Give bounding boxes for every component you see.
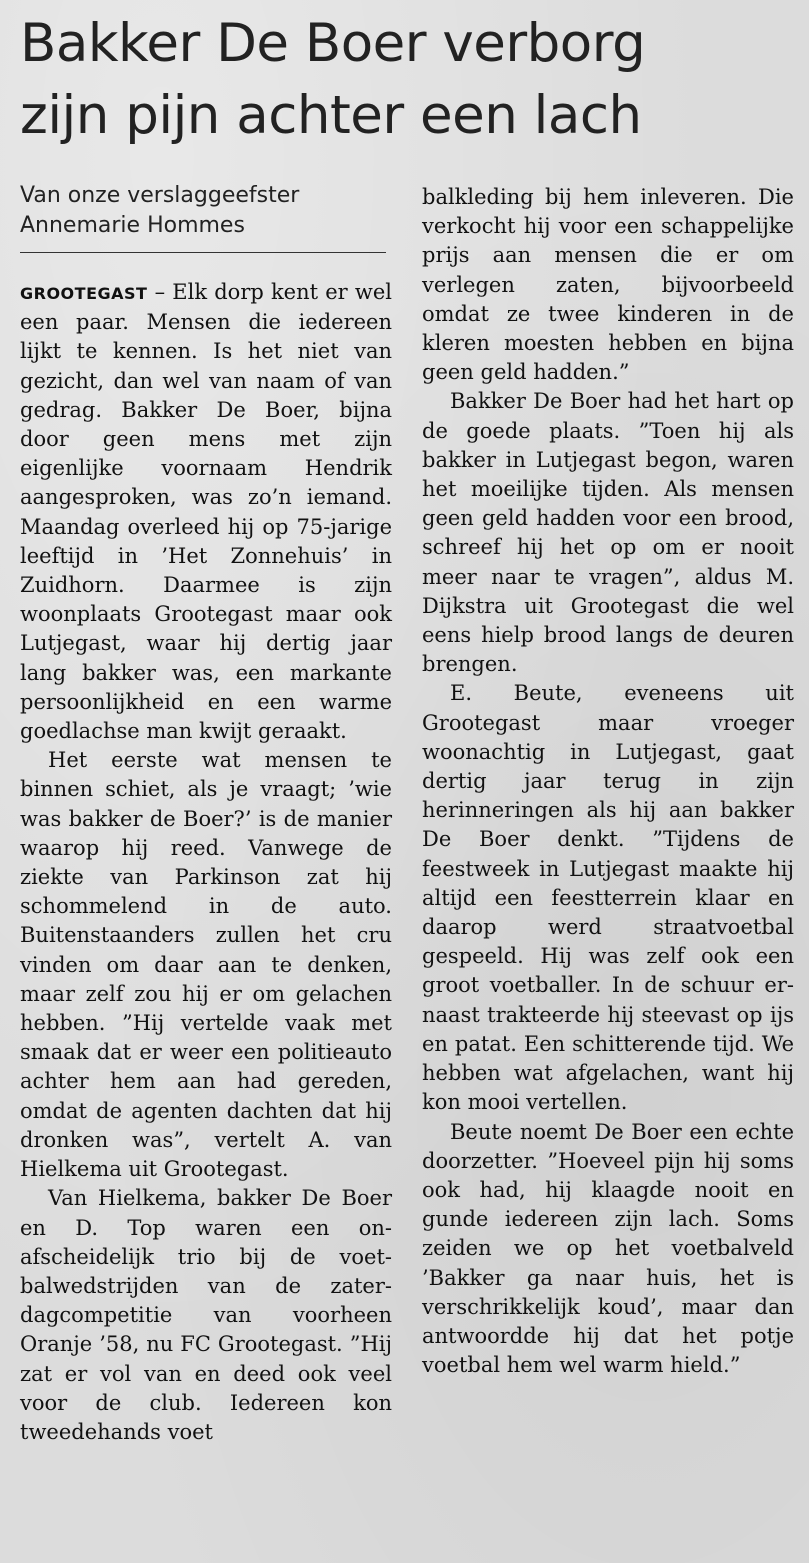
headline-line-1: Bakker De Boer verborg [20,13,646,74]
lead-paragraph [20,278,392,746]
body-paragraph: Beute noemt De Boer een echte doorzetter. ”Hoeveel pijn hij soms ook had, hij klaagde nooit en gunde iedereen zijn lach. Soms zeiden we op het voetbalveld ’Bakker ga naar huis, het is verschrikkelijk koud’, maar dan antwoordde hij dat het potje voetbal hem wel warm hield.” [422,1119,794,1378]
body-paragraph: E. Beute, eveneens uit Grootegast maar vroeger woonachtig in Lutjegast, gaat dertig jaar terug in zijn herinneringen als hij aan bakker De Boer denkt. ”Tijdens de feestweek in Lutjegast maakte hij altijd een feestterrein klaar en daarop werd straatvoetbal gespeeld. Hij was zelf ook een groot voetballer. In de schuur ernaast trakteerde hij steevast op ijs en patat. Een schitterende tijd. We hebben wat afgelachen, want hij kon mooi vertellen. [422,681,794,1115]
article-column-2 [422,183,794,1380]
body-paragraph: Van Hielkema, bakker De Boer en D. Top waren een onafscheidelijk trio bij de voetbalwedstrijden van de zaterdagcompetitie van voorheen Oranje ’58, nu FC Grootegast. ”Hij zat er vol van en deed ook veel voor de club. Iedereen kon tweedehands voet [20,1186,392,1444]
headline-line-2: zijn pijn achter een lach [20,85,642,146]
dateline: GROOTEGAST [20,284,148,303]
byline [20,181,390,241]
byline-author: Annemarie Hommes [20,213,245,238]
body-paragraph: Bakker De Boer had het hart op de goede plaats. ”Toen hij als bakker in Lutjegast begon, waren het moeilijke tijden. Als mensen geen geld hadden voor een brood, schreef hij het op om er nooit meer naar te vragen”, aldus M. Dijkstra uit Grootegast die wel eens hielp brood langs de deuren brengen. [422,389,794,677]
lead-text: – Elk dorp kent er wel een paar. Mensen die iedereen lijkt te kennen. Is het niet van gezicht, dan wel van naam of van gedrag. Bakker De Boer, bijna door geen mens met zijn eigenlijke voornaam Hendrik aangesproken, was zo’n iemand. Maandag overleed hij op 75-jarige leeftijd in ’Het Zonnehuis’ in Zuidhorn. Daarmee is zijn woonplaats Grootegast maar ook Lutjegast, waar hij dertig jaar lang bakker was, een markante persoonlijkheid en een warme goedlachse man kwijt geraakt. [20,280,392,744]
body-paragraph: Het eerste wat mensen te binnen schiet, als je vraagt; ’wie was bakker de Boer?’ is de manier waarop hij reed. Vanwege de ziekte van Parkinson zat hij schommelend in de auto. Buitenstaanders zullen het cru vinden om daar aan te denken, maar zelf zou hij er om gelachen hebben. ”Hij vertelde vaak met smaak dat er weer een politieauto achter hem aan had gereden, omdat de agenten dachten dat hij dronken was”, vertelt A. van Hielkema uit Grootegast. [20,748,392,1182]
headline [20,8,805,152]
byline-line-1: Van onze verslaggeefster [20,183,300,208]
article-column-1 [20,278,392,1447]
body-paragraph: balkleding bij hem inleveren. Die verkocht hij voor een schappelijke prijs aan mensen die er om verlegen zaten, bijvoorbeeld omdat ze twee kinderen in de kleren moesten hebben en bijna geen geld hadden.” [422,185,794,385]
byline-divider [20,252,386,253]
